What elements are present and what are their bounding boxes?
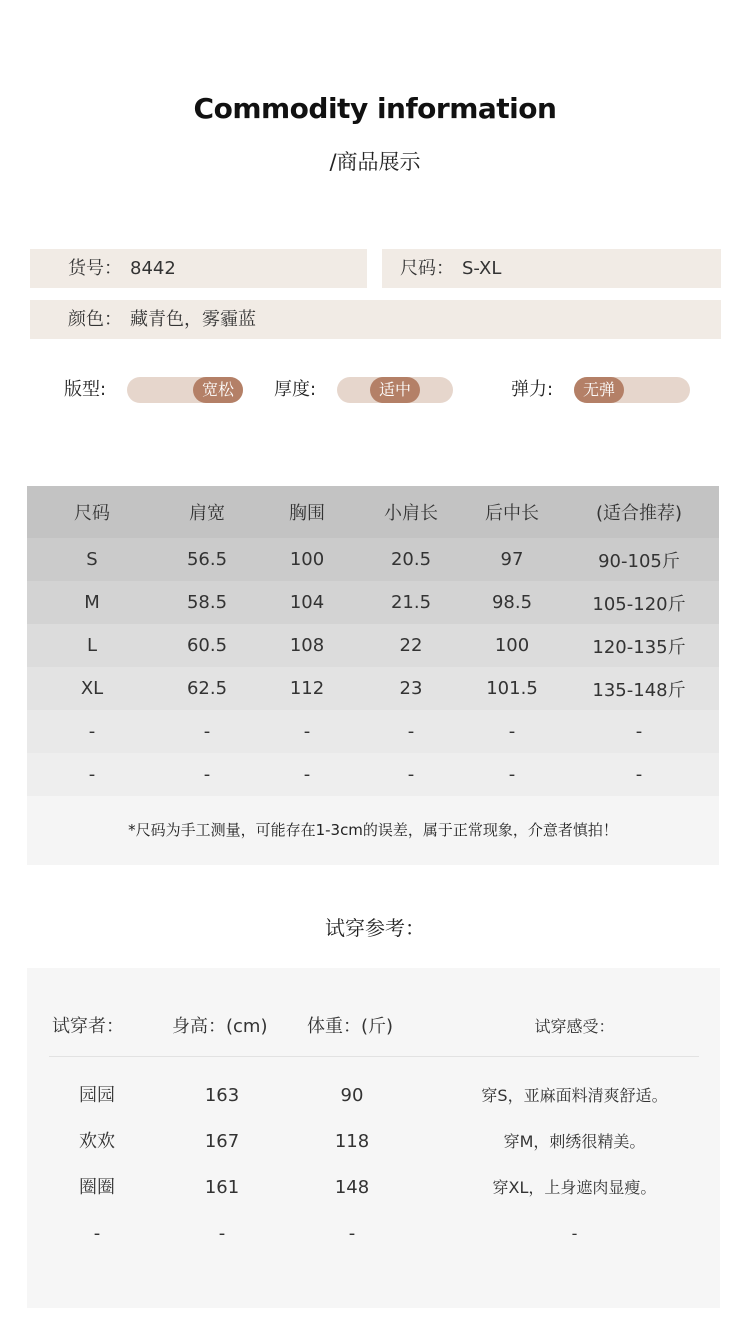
- try-on-title: 试穿参考：: [325, 916, 425, 940]
- size-range-box: [382, 249, 721, 288]
- list-item: [27, 1127, 720, 1157]
- size-chart-header: [27, 486, 719, 538]
- list-item: [27, 1081, 720, 1111]
- cell: 120-135斤: [592, 636, 686, 658]
- cell: 21.5: [390, 592, 432, 613]
- cell: 58.5: [186, 592, 228, 613]
- tester-height: 161: [204, 1177, 240, 1198]
- elasticity-scale: [574, 377, 690, 403]
- size-range-label: 尺码：: [400, 258, 454, 279]
- color-box: [30, 300, 721, 339]
- elasticity-label: 弹力:: [511, 379, 554, 400]
- try-on-panel: [27, 968, 720, 1308]
- tester-name: -: [93, 1223, 101, 1244]
- fit-label: 版型:: [64, 379, 107, 400]
- cell: -: [88, 721, 96, 742]
- size-chart: [27, 486, 719, 865]
- tester-height: 167: [204, 1131, 240, 1152]
- cell: -: [203, 764, 211, 785]
- cell: 135-148斤: [592, 679, 686, 701]
- tester-weight: -: [348, 1223, 356, 1244]
- tester-feedback: 穿S，亚麻面料清爽舒适。: [481, 1086, 668, 1105]
- cell: 100: [494, 635, 530, 656]
- list-item: [27, 1173, 720, 1203]
- item-number-box: [30, 249, 367, 288]
- page-title: Commodity information: [193, 92, 557, 125]
- tester-name: 圈圈: [79, 1177, 115, 1198]
- cell: 100: [289, 549, 325, 570]
- tester-weight: 118: [334, 1131, 370, 1152]
- color-label: 颜色：: [68, 309, 122, 330]
- cell: -: [303, 721, 311, 742]
- page-subtitle: /商品展示: [329, 150, 421, 174]
- list-item: [27, 1219, 720, 1249]
- fit-scale: [127, 377, 243, 403]
- header-weight: 体重：(斤): [307, 1016, 394, 1037]
- header-chest: 胸围: [289, 503, 325, 524]
- cell: -: [303, 764, 311, 785]
- table-row: [27, 624, 719, 667]
- cell: L: [86, 635, 98, 656]
- item-number-value: 8442: [130, 258, 176, 279]
- size-range-value: S-XL: [462, 258, 502, 279]
- thickness-scale: [337, 377, 453, 403]
- cell: -: [203, 721, 211, 742]
- cell: 112: [289, 678, 325, 699]
- table-row: [27, 581, 719, 624]
- cell: -: [88, 764, 96, 785]
- cell: 62.5: [186, 678, 228, 699]
- cell: -: [635, 721, 643, 742]
- cell: 98.5: [491, 592, 533, 613]
- header-recommend: (适合推荐): [595, 503, 683, 524]
- tester-feedback: 穿XL，上身遮肉显瘦。: [492, 1178, 657, 1197]
- cell: 108: [289, 635, 325, 656]
- tester-feedback: -: [571, 1224, 578, 1243]
- tester-weight: 148: [334, 1177, 370, 1198]
- header-size: 尺码: [74, 503, 110, 524]
- cell: S: [86, 549, 98, 570]
- thickness-indicator: 适中: [370, 377, 420, 403]
- tester-height: 163: [204, 1085, 240, 1106]
- table-row: [27, 667, 719, 710]
- tester-name: 欢欢: [79, 1131, 115, 1152]
- tester-feedback: 穿M，刺绣很精美。: [503, 1132, 646, 1151]
- color-value: 藏青色，雾霾蓝: [130, 309, 256, 330]
- cell: 90-105斤: [598, 550, 680, 572]
- cell: 104: [289, 592, 325, 613]
- cell: 60.5: [186, 635, 228, 656]
- divider: [49, 1056, 699, 1057]
- item-number-label: 货号：: [68, 258, 122, 279]
- header-height: 身高：(cm): [172, 1016, 268, 1037]
- elasticity-indicator: 无弹: [574, 377, 624, 403]
- header-shoulder: 肩宽: [189, 503, 225, 524]
- table-row: [27, 538, 719, 581]
- cell: -: [635, 764, 643, 785]
- header-back-length: 后中长: [485, 503, 539, 524]
- header-feedback: 试穿感受：: [534, 1017, 615, 1036]
- measurement-note: *尺码为手工测量，可能存在1-3cm的误差，属于正常现象，介意者慎拍！: [27, 796, 719, 865]
- table-row: [27, 710, 719, 753]
- cell: 56.5: [186, 549, 228, 570]
- try-on-header: [27, 1012, 720, 1042]
- table-row: [27, 753, 719, 796]
- thickness-label: 厚度:: [274, 379, 317, 400]
- cell: 97: [500, 549, 524, 570]
- tester-name: 园园: [79, 1085, 115, 1106]
- cell: 105-120斤: [592, 593, 686, 615]
- cell: 20.5: [390, 549, 432, 570]
- tester-height: -: [218, 1223, 226, 1244]
- cell: XL: [80, 678, 104, 699]
- tester-weight: 90: [340, 1085, 364, 1106]
- cell: 23: [399, 678, 423, 699]
- cell: -: [508, 721, 516, 742]
- header-tester: 试穿者：: [52, 1016, 124, 1037]
- cell: -: [508, 764, 516, 785]
- header-small-shoulder: 小肩长: [384, 503, 438, 524]
- cell: -: [407, 764, 415, 785]
- cell: 22: [399, 635, 423, 656]
- cell: 101.5: [486, 678, 538, 699]
- fit-indicator: 宽松: [193, 377, 243, 403]
- cell: M: [84, 592, 100, 613]
- cell: -: [407, 721, 415, 742]
